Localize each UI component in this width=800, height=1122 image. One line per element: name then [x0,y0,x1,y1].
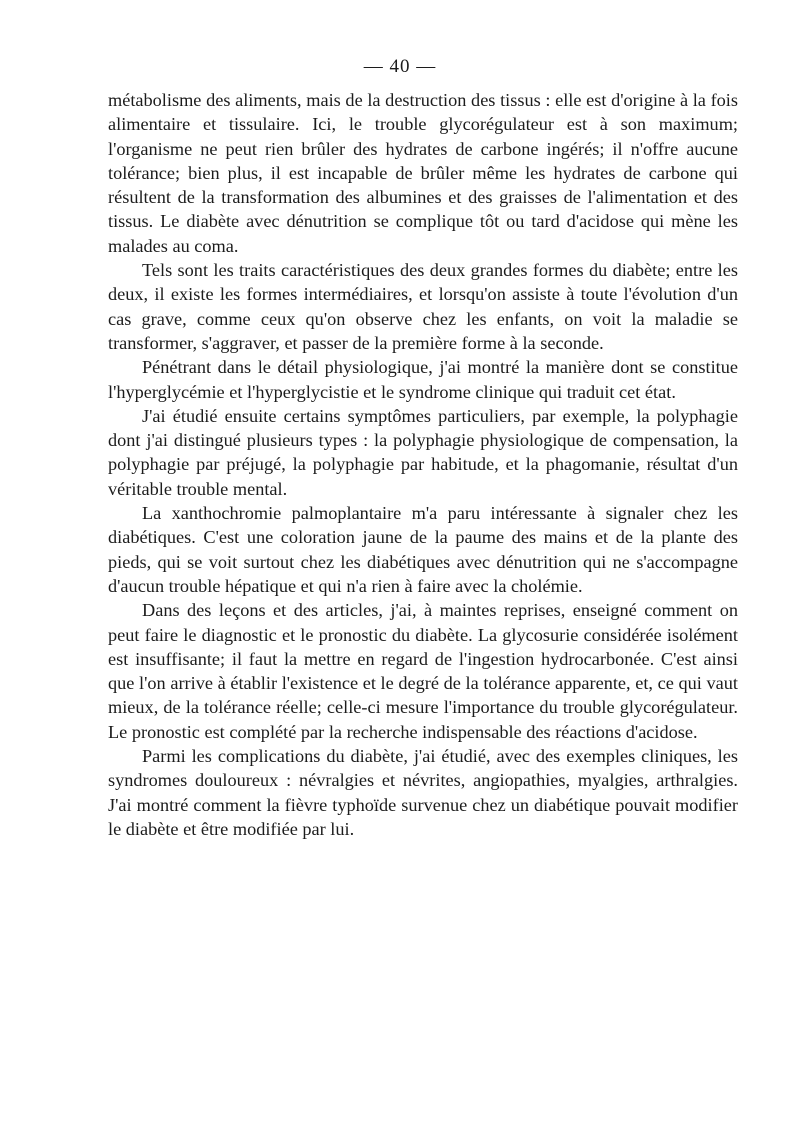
paragraph-forms-of-diabetes: Tels sont les traits caractéristiques des deux grandes formes du diabète; entre les deux, il existe les formes intermédiaires, et lorsqu'on assiste à toute l'évolution d'un cas grave, comme ceux qu'on observe chez les enfants, on voit la maladie se transformer, s'aggraver, et passer de la première forme à la seconde. [108,260,738,353]
paragraph-physiology: Pénétrant dans le détail physiologique, j'ai montré la manière dont se constitue l'hyperglycémie et l'hyperglycistie et le syndrome clinique qui traduit cet état. [108,357,738,402]
body-text [108,88,738,841]
paragraph-complications: Parmi les complications du diabète, j'ai étudié, avec des exemples cliniques, les syndromes douloureux : névralgies et névrites, angiopathies, myalgies, arthralgies. J'ai montré comment la fièvre typhoïde survenue chez un diabétique pouvait modifier le diabète et être modifiée par lui. [108,746,738,839]
page-number: — 40 — [363,56,437,77]
paragraph-diagnosis-prognosis: Dans des leçons et des articles, j'ai, à maintes reprises, enseigné comment on peut faire le diagnostic et le pronostic du diabète. La glycosurie considérée isolément est insuffisante; il faut la mettre en regard de l'ingestion hydrocarbonée. C'est ainsi que l'on arrive à établir l'existence et le degré de la tolérance apparente, et, ce qui vaut mieux, de la tolérance réelle; celle-ci mesure l'importance du trouble glycorégulateur. Le pronostic est complété par la recherche indispensable des réactions d'acidose. [108,600,738,742]
paragraph-continuation: métabolisme des aliments, mais de la destruction des tissus : elle est d'origine à la fois alimentaire et tissulaire. Ici, le trouble glycorégulateur est à son maximum; l'organisme ne peut rien brûler des hydrates de carbone ingérés; il n'offre aucune tolérance; bien plus, il est incapable de brûler même les hydrates de carbone qui résultent de la transformation des albumines et des graisses de l'alimentation et des tissus. Le diabète avec dénutrition se complique tôt ou tard d'acidose qui mène les malades au coma. [108,90,738,256]
paragraph-polyphagia: J'ai étudié ensuite certains symptômes particuliers, par exemple, la polyphagie dont j'ai distingué plusieurs types : la polyphagie physiologique de compensation, la polyphagie par préjugé, la polyphagie par habitude, et la phagomanie, résultat d'un véritable trouble mental. [108,405,738,499]
paragraph-xanthochromia: La xanthochromie palmoplantaire m'a paru intéressante à signaler chez les diabétiques. C'est une coloration jaune de la paume des mains et de la plante des pieds, qui se voit surtout chez les diabétiques avec dénutrition qui ne s'accompagne d'aucun trouble hépatique et qui n'a rien à faire avec la cholémie. [108,503,738,596]
